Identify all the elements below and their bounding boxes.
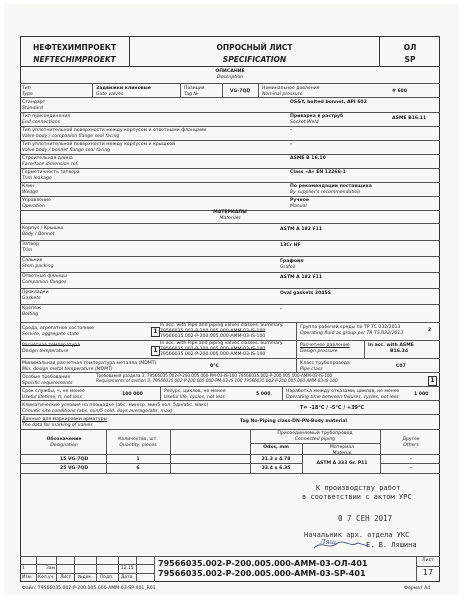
design-pressure-label-en: Design pressure — [300, 348, 338, 354]
others-header — [384, 437, 438, 448]
type-value-ru: Задвижки клиновые — [96, 86, 151, 91]
medium-label-ru: Среда, агрегатное состояние — [22, 326, 94, 331]
signature-scribble — [312, 538, 372, 552]
material-row-label-en: Body / Bonnet — [22, 231, 55, 237]
design-pressure-label — [300, 343, 350, 354]
footer-format: Формат А4 — [404, 586, 431, 591]
medium-label-en: Service, aggregate state — [22, 331, 79, 337]
spec-row-value — [290, 198, 309, 209]
medium-revision-box: 1 — [151, 327, 160, 337]
type-value-en: Gate valves — [96, 91, 124, 97]
spec-row-label-ru: Тип присоединения — [22, 114, 71, 119]
position-label — [184, 86, 205, 97]
design-temp-label-ru: Расчетная температура — [22, 343, 81, 348]
material-row-label-ru: Ответные фланцы — [22, 274, 67, 279]
medium-value — [160, 323, 283, 340]
others-header-ru: Другое — [402, 437, 420, 442]
material-row-value — [280, 243, 301, 249]
document-header — [20, 36, 440, 67]
material-row-value-text: - — [280, 307, 282, 312]
pipe-class-label-en: Pipe class — [300, 366, 323, 372]
approval-stamp-line-1: К производству работ — [316, 484, 401, 492]
marking-label-ru: Данные для маркировки арматуры — [22, 417, 108, 422]
mdmt-label-en: Min. design metal temperature (MDMT) — [22, 366, 113, 372]
designation-header-en: Designation — [50, 442, 78, 448]
material-row-label — [22, 242, 39, 253]
material-row-value-text: Oval gaskets 304SS — [280, 291, 331, 296]
spec-row-label-en: Valve body / bonnet flange seal facing — [22, 147, 111, 153]
mdmt-label — [22, 361, 156, 372]
spec-row-label — [22, 198, 51, 209]
spec-row-label-en: Standard — [22, 105, 43, 111]
material-row-label-en: Trim — [22, 247, 33, 253]
special-value-en: Requirements of section 3, 79566035.002-P-200.005.000-PM-03-IS-100 79566035.002-P-200.005.000-AMM-03-IS-100 — [96, 377, 338, 383]
material-row-label-en: Gaskets — [22, 295, 41, 301]
position-label-ru: Позиция — [184, 86, 205, 91]
design-temp-label-en: Design temperature — [22, 348, 69, 354]
company-name-en: NEFTECHIMPROEKT — [33, 55, 116, 64]
document-code-en: SP — [404, 55, 416, 64]
approval-stamp-signer: Е. В. Ляшина — [366, 541, 417, 549]
col-list: Лист — [60, 575, 72, 580]
spec-row-label — [22, 142, 175, 153]
conn-material-value: ASTM A 333 Gr. P11 — [316, 461, 368, 466]
material-row-value — [280, 307, 282, 313]
spec-row-value — [290, 184, 372, 195]
conn-row-1-other: - — [410, 457, 412, 462]
designation-header — [22, 437, 106, 448]
pressure-label-ru: Номинальное давление — [262, 86, 320, 91]
quantity-header-ru: Количество, шт. — [118, 437, 158, 442]
title-block — [130, 36, 380, 66]
spec-row-value-text: - — [290, 142, 292, 147]
medium-group-en: Operating fluid as group per TR TS 032/2013 — [300, 330, 404, 336]
quantity-header-en: Quantity, pieces — [119, 442, 157, 448]
material-header-en: Material — [332, 450, 352, 456]
connected-piping-header — [250, 431, 380, 442]
spec-row-value-text: Class «A» EN 12266-1 — [290, 170, 346, 175]
medium-group-value: 2 — [428, 328, 432, 333]
special-value-ru: Требования раздела 3, 79566035.002-P-200.005.000-PM-03-IS-100 79566035.002-P-200.005.000-AMM-03-IS-100 — [96, 373, 333, 378]
marking-value: Tag No-Piping class-DN-PN-Body material — [240, 419, 348, 424]
spec-row-value-text: По рекомендации поставщика — [290, 184, 372, 189]
resource-value: 5 000 — [256, 392, 271, 397]
spec-row-label — [22, 170, 80, 181]
sheet-label: Лист — [422, 558, 434, 563]
spec-row-value-text: - — [290, 128, 292, 133]
design-temp-value-1: In acc. with Pipe and piping valves classes. Summary. — [160, 341, 284, 346]
connected-piping-header-ru: Присоединяемый трубопровод — [277, 431, 353, 436]
others-header-en: Others — [403, 442, 419, 448]
material-row-label-en: Stem packing — [22, 263, 54, 269]
design-temp-value-struck: 79566035.002-P-200.005.000-AMM-03-IS-100 — [160, 346, 266, 352]
spec-row-label — [22, 100, 45, 111]
mtbf-value: 1 000 — [414, 392, 429, 397]
spec-row-value — [290, 156, 326, 162]
material-row-label-ru: Прокладки — [22, 290, 49, 295]
material-row-value — [280, 259, 304, 270]
spec-row-value-text: Ручное — [290, 198, 309, 203]
material-row-label — [22, 306, 41, 317]
climate-label-ru: Климатические условия на площадке (абс. мин/ср. мин5 хол. 5дн/абс. макс) — [22, 403, 209, 408]
quantity-header — [108, 437, 168, 448]
code-block — [380, 36, 440, 66]
sheet-number: 17 — [422, 568, 434, 577]
spec-row-label-ru: Клин — [22, 184, 35, 189]
spec-row-label-ru: Герметичность затвора — [22, 170, 80, 175]
mdmt-label-ru: Минимальная расчетная температура металла (MDMT) — [22, 361, 157, 366]
doc-number-en: 79566035.002-P-200.005.000-AMM-03-SP-401 — [158, 569, 366, 578]
pipe-class-value: C07 — [396, 364, 406, 369]
spec-row-label-en: End connections — [22, 119, 60, 125]
mtbf-label — [286, 389, 399, 400]
mtbf-label-en: Operating time between failures, cycles, not less — [286, 394, 399, 400]
medium-value-1: In acc. with Pipe and piping valves classes. Summary. — [160, 323, 284, 328]
material-row-value — [280, 227, 322, 233]
climate-value: T= -18°C / -5°C / +39°C — [300, 405, 365, 411]
medium-label — [22, 326, 94, 337]
material-row-label — [22, 274, 67, 285]
design-pressure-label-ru: Расчетное давление — [300, 343, 350, 348]
approval-stamp-line-3: Начальник арх. отдела УКС — [304, 531, 410, 539]
climate-label — [22, 403, 208, 414]
doc-number-ru: 79566035.002-P-200.005.000-AMM-03-ОЛ-401 — [158, 559, 368, 568]
materials-title-en: Materials — [219, 215, 241, 221]
spec-row-value-en: Socket Weld — [290, 119, 319, 125]
material-row-value-text: Графойл — [280, 259, 304, 264]
spec-row-value-en: Manual — [290, 203, 307, 209]
spec-row-label-en: Face/face dimension ref. — [22, 161, 79, 167]
material-row-label-ru: Затвор — [22, 242, 39, 247]
spec-row-value — [290, 128, 292, 134]
pressure-value: # 600 — [392, 89, 408, 94]
approval-stamp-line-2: в соответствии с актом УРС — [302, 493, 412, 501]
material-row-label-en: Bolting — [22, 311, 39, 317]
footer-file: Файл: 79566035.002-P-200.005.000-AMM-03-SP-401_R01 — [22, 586, 156, 591]
spec-row-label-en: Wedge — [22, 189, 39, 195]
designation-header-ru: Обозначение — [46, 437, 82, 442]
medium-value-struck: 79566035.002-P-200.005.000-AMM-03-IS-100 — [160, 328, 266, 334]
design-temp-value — [160, 341, 283, 358]
pipe-class-label-ru: Класс трубопровода — [300, 361, 350, 366]
mdmt-value: 0°C — [210, 364, 219, 369]
spec-row-label-ru: Управление — [22, 198, 51, 203]
material-row-label-en: Companion flanges — [22, 279, 67, 285]
material-header-ru: Материал — [330, 445, 354, 450]
material-row-label-ru: Сальник — [22, 258, 43, 263]
materials-title — [20, 210, 440, 221]
col-izm: Изм. — [22, 575, 33, 580]
company-block — [20, 36, 130, 66]
special-label — [22, 375, 72, 386]
rev-number: 1 — [22, 566, 25, 571]
marking-label — [22, 417, 107, 428]
resource-label-ru: Ресурс, циклов, не менее — [164, 389, 226, 394]
material-row-value-text: 13Cr HF — [280, 243, 301, 248]
material-row-value — [280, 275, 322, 281]
col-ndok: №док. — [78, 575, 93, 580]
climate-label-en: Climatic site conditions (abs. min/5 cold. days average/abs. max) — [22, 408, 173, 414]
design-temp-revision-box: 1 — [151, 346, 160, 356]
material-row-value-text: ASTM A 182 F11 — [280, 275, 323, 280]
pipe-class-label — [300, 361, 350, 372]
mtbf-label-ru: Наработка между отказами, циклов, не менее — [286, 389, 400, 394]
medium-group — [300, 325, 403, 336]
spec-row-label-ru: Тип уплотнительной поверхности между корпусом и крышкой — [22, 142, 176, 147]
special-value — [96, 374, 338, 384]
spec-row-value-text: Приварка в раструб — [290, 114, 344, 119]
resource-label — [164, 389, 226, 400]
conn-row-2-qty: 6 — [136, 466, 140, 471]
col-data: Дата — [121, 575, 133, 580]
medium-value-2: 79566035.002-P-200.005.000-AMM-03-IS-100 — [160, 334, 266, 339]
material-row-label-ru: Крепеж — [22, 306, 41, 311]
pressure-label — [262, 86, 320, 97]
material-row-label-ru: Корпус / Крышка — [22, 226, 64, 231]
spec-row-value — [290, 114, 343, 125]
spec-row-value — [290, 142, 292, 148]
connected-piping-header-en: Connected piping — [294, 436, 336, 442]
spec-row-value — [290, 100, 367, 106]
description-title-en: Description — [216, 74, 244, 80]
rev-date: 12.15 — [121, 566, 134, 571]
handwritten-signature: Ляш — [320, 538, 336, 546]
spec-row-value — [290, 170, 346, 176]
design-pressure-value — [368, 343, 414, 354]
material-row-value-en: Grafoil — [280, 264, 296, 270]
spec-row-value-text: ASME B 16.10 — [290, 156, 326, 161]
medium-group-ru: Группа рабочей среды по ТР ТС 032/2013 — [300, 325, 401, 330]
spec-row-label — [22, 114, 70, 125]
service-life-label-ru: Срок службы, ч, не менее — [22, 389, 85, 394]
type-label-ru: Тип — [22, 86, 31, 91]
materials-title-ru: МАТЕРИАЛЫ — [213, 210, 247, 215]
special-label-ru: Особые требования — [22, 375, 71, 380]
type-label — [22, 86, 33, 97]
spec-row-label — [22, 128, 206, 139]
pressure-label-en: Nominal pressure — [262, 91, 303, 97]
marking-label-en: The data for marking of valves — [22, 422, 93, 428]
spec-row-value-en: By supplier's recommendation — [290, 189, 361, 195]
description-title — [20, 69, 440, 80]
col-kol: Кол.уч. — [38, 575, 55, 580]
material-row-label — [22, 226, 63, 237]
resource-label-en: Useful life, cycles, not less — [164, 394, 225, 400]
material-row-label — [22, 258, 54, 269]
service-life-label-en: Useful lifetime, h, not less — [22, 394, 82, 400]
document-code-ru: ОЛ — [403, 43, 417, 52]
material-row-value — [280, 291, 331, 297]
design-temp-label — [22, 343, 80, 354]
position-label-en: Tag № — [184, 91, 199, 97]
design-temp-value-2: 79566035.002-P-200.005.000-AMM-03-IS-100 — [160, 352, 266, 357]
material-row-label — [22, 290, 49, 301]
conn-row-1-odxs: 21.3 x 4.78 — [261, 457, 291, 462]
odxs-header: Odxs, mm — [263, 445, 289, 450]
conn-row-2-designation: 25 VG-7QD — [60, 466, 89, 471]
special-revision-box: 1 — [428, 376, 437, 386]
design-pressure-value-1: In acc. with ASME — [368, 343, 414, 348]
conn-row-1-designation: 15 VG-7QD — [60, 457, 89, 462]
spec-row-label-en: Operation — [22, 203, 45, 209]
company-name-ru: НЕФТЕХИМПРОЕКТ — [32, 43, 117, 52]
service-life-label — [22, 389, 85, 400]
spec-row-label-en: Valve body / companion flange seal facing — [22, 133, 120, 139]
special-label-en: Specific requirements — [22, 380, 73, 386]
design-pressure-value-2: B16.34 — [390, 348, 409, 354]
approval-stamp-date: 0 7 СЕН 2017 — [338, 514, 393, 523]
position-value: VG-7QD — [230, 89, 251, 94]
spec-row-value-text: OS&Y, bolted bonnet, API 602 — [290, 100, 367, 105]
conn-row-2-odxs: 33.4 x 6.35 — [261, 466, 291, 471]
document-title-en: SPECIFICATION — [222, 55, 287, 64]
col-podp: Подп. — [100, 575, 114, 580]
material-row-value-text: ASTM A 182 F11 — [280, 227, 323, 232]
spec-row-label-ru: Строительная длина — [22, 156, 73, 161]
service-life-value: 100 000 — [122, 392, 143, 397]
spec-row-label-ru: Тип уплотнительной поверхности между корпусом и ответными фланцами — [22, 128, 207, 133]
spec-row-label-ru: Стандарт — [22, 100, 46, 105]
type-value — [96, 86, 151, 97]
spec-row-label-en: Trim leakage — [22, 175, 52, 181]
spec-row-note: ASME B16.11 — [392, 116, 427, 121]
conn-row-2-other: - — [410, 466, 412, 471]
description-title-ru: ОПИСАНИЕ — [215, 69, 245, 74]
conn-row-1-qty: 1 — [136, 457, 140, 462]
type-label-en: Type — [22, 91, 33, 97]
rev-zam: Зам — [46, 566, 55, 571]
document-title-ru: ОПРОСНЫЙ ЛИСТ — [216, 43, 293, 52]
spec-row-label — [22, 156, 79, 167]
spec-row-label — [22, 184, 38, 195]
